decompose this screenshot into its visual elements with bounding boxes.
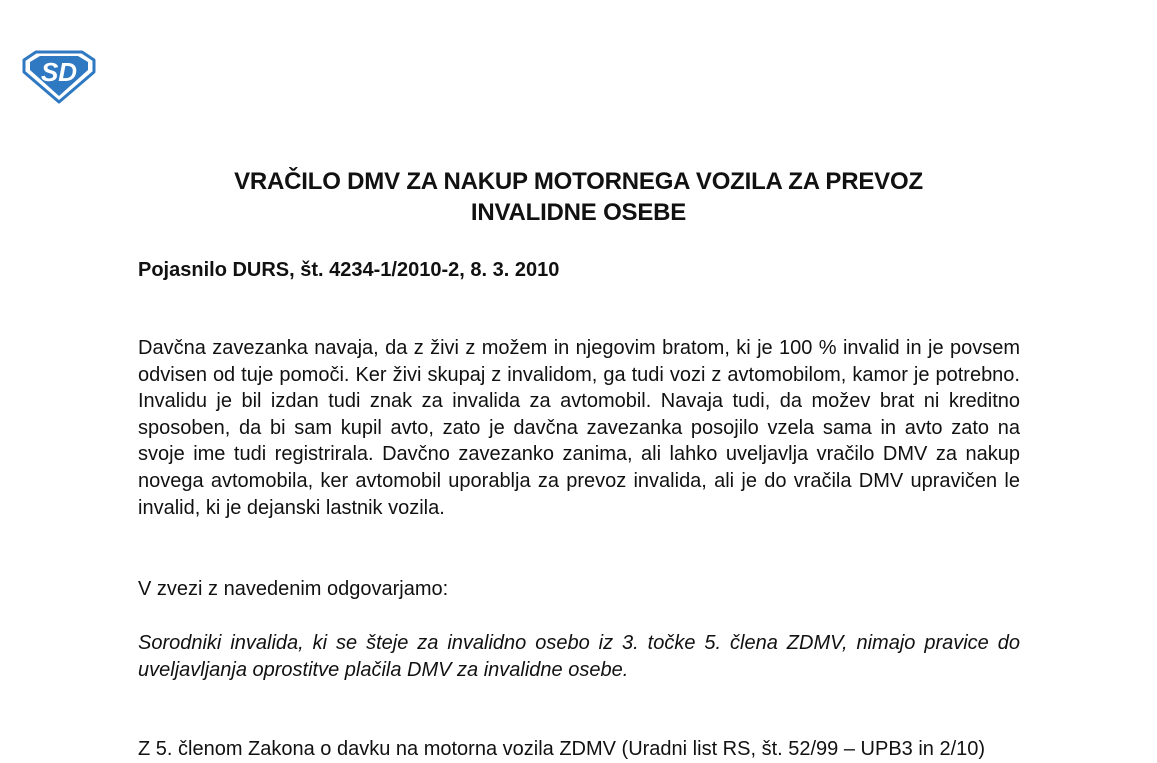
paragraph-question: Davčna zavezanka navaja, da z živi z možem in njegovim bratom, ki je 100 % invalid in je povsem odvisen od tuje pomoči. Ker živi skupaj z invalidom, ga tudi vozi z avtomobilom, kamor je potrebno. Invalidu je bil izdan tudi znak za invalida za avtomobil. Navaja tudi, da možev brat ni kreditno sposoben, da bi sam kupil avto, zato je davčna zavezanka posojilo vzela sama in avto zato na svoje ime tudi registrirala. Davčno zavezanko zanima, ali lahko uveljavlja vračilo DMV za nakup novega avtomobila, ker avtomobil uporablja za prevoz invalida, ali je do vračila DMV upravičen le invalid, ki je dejanski lastnik vozila. bbox=[138, 337, 1020, 519]
document-subtitle: Pojasnilo DURS, št. 4234-1/2010-2, 8. 3. 2010 bbox=[138, 259, 560, 281]
sd-logo-icon bbox=[22, 50, 96, 104]
title-line-2: INVALIDNE OSEBE bbox=[470, 199, 687, 226]
document-title bbox=[0, 166, 1157, 228]
paragraph-answer-summary: Sorodniki invalida, ki se šteje za invalidno osebo iz 3. točke 5. člena ZDMV, nimajo pravice do uveljavljanja oprostitve plačila DMV za invalidne osebe. bbox=[138, 632, 1020, 681]
logo-lettering: SD bbox=[40, 57, 78, 87]
title-line-1: VRAČILO DMV ZA NAKUP MOTORNEGA VOZILA ZA PREVOZ bbox=[234, 168, 923, 195]
paragraph-answer-intro: V zvezi z navedenim odgovarjamo: bbox=[138, 578, 449, 600]
paragraph-legal-basis: Z 5. členom Zakona o davku na motorna vozila ZDMV (Uradni list RS, št. 52/99 – UPB3 in 2/10) bbox=[138, 738, 986, 760]
company-logo bbox=[22, 50, 96, 104]
